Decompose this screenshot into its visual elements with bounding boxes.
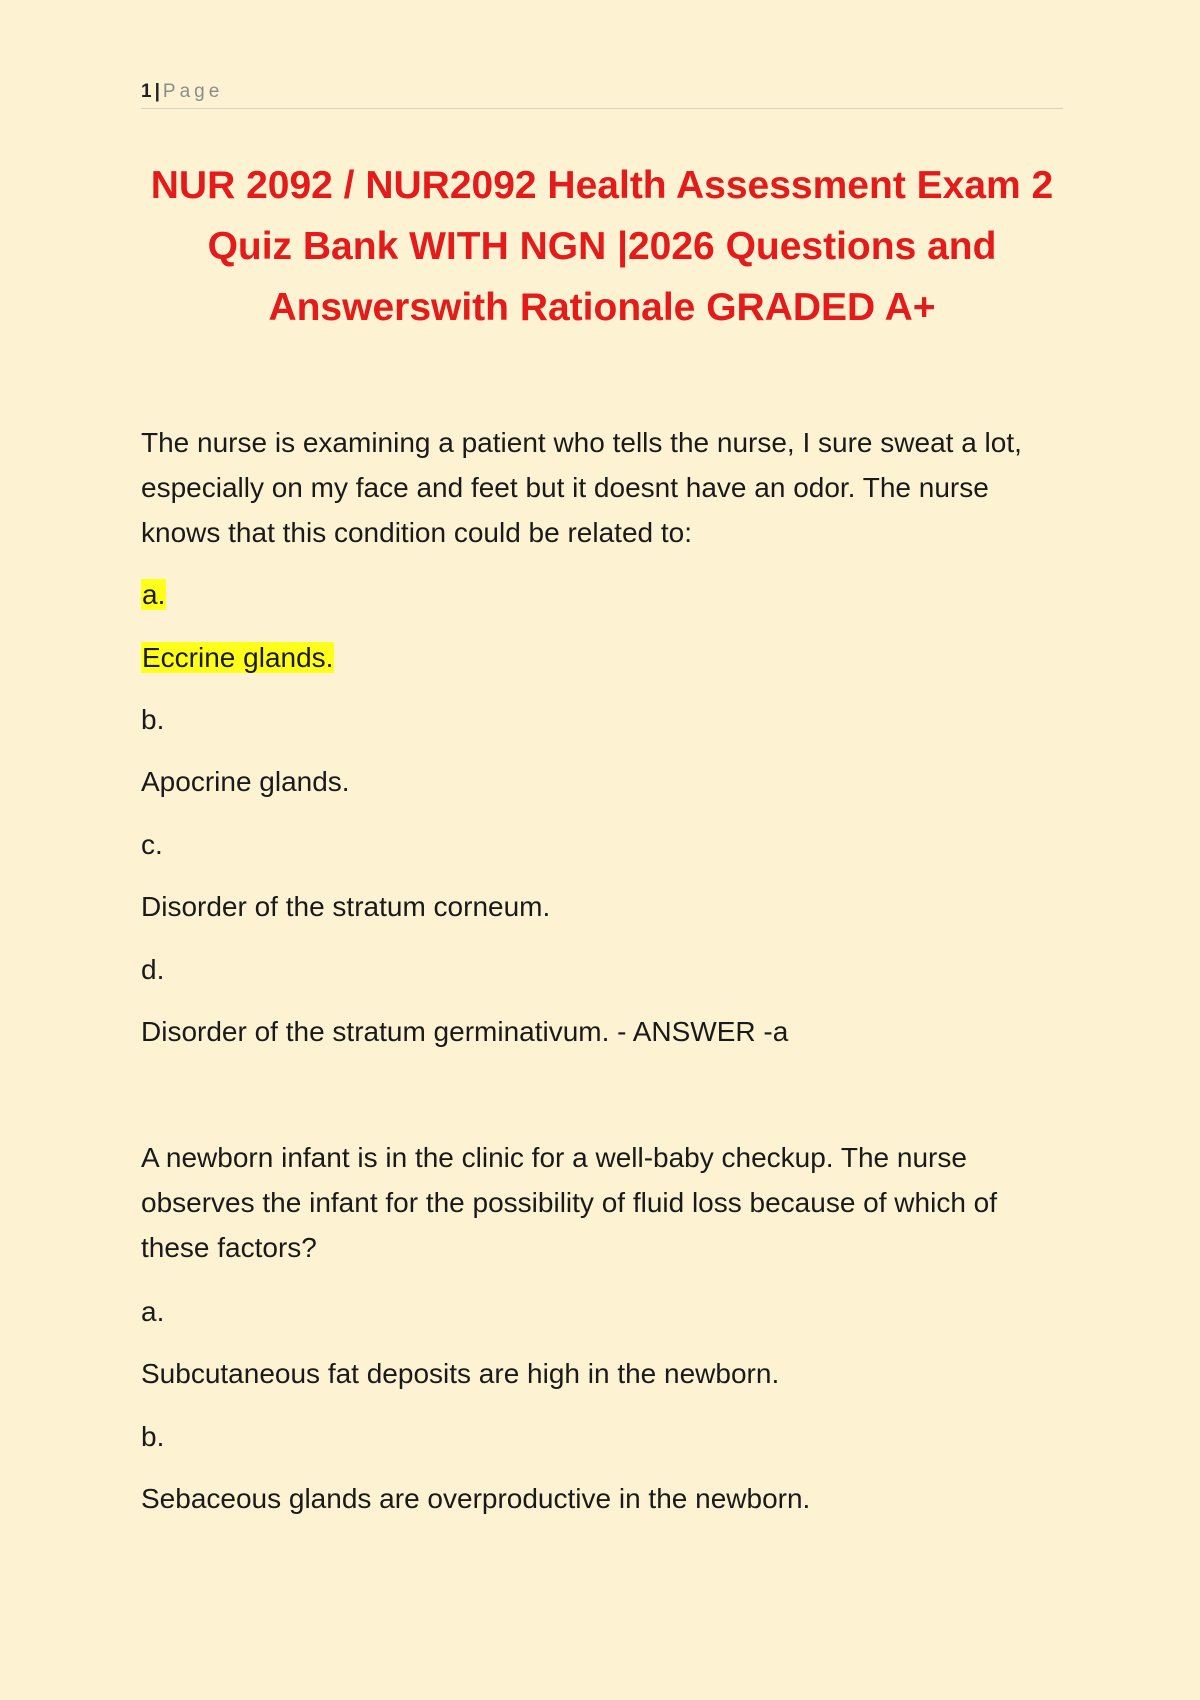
option-letter: a.: [141, 1296, 165, 1327]
option-letter: [141, 575, 166, 615]
page-separator: |: [154, 81, 160, 102]
option-letter: b.: [141, 704, 165, 735]
option-text: Subcutaneous fat deposits are high in the newborn.: [141, 1358, 780, 1389]
document-title: NUR 2092 / NUR2092 Health Assessment Exam 2 Quiz Bank WITH NGN |2026 Questions and Answerswith Rationale GRADED A+: [150, 164, 1054, 329]
question-stem: A newborn infant is in the clinic for a well-baby checkup. The nurse observes the infant for the possibility of fluid loss because of which of these factors?: [141, 1142, 998, 1263]
option-text: Disorder of the stratum germinativum. - ANSWER -a: [141, 1016, 789, 1047]
page-label: Page: [162, 81, 224, 102]
option-text: Apocrine glands.: [141, 766, 350, 797]
answer-highlight: a.: [142, 579, 166, 610]
option-letter: b.: [141, 1421, 165, 1452]
option-letter: d.: [141, 954, 165, 985]
page-number: 1: [141, 81, 152, 102]
option-text: Disorder of the stratum corneum.: [141, 891, 551, 922]
answer-highlight: Eccrine glands.: [142, 642, 334, 673]
page-header: [141, 78, 1063, 109]
option-text: [141, 638, 334, 678]
option-letter: c.: [141, 829, 163, 860]
option-text: Sebaceous glands are overproductive in the newborn.: [141, 1483, 811, 1514]
question-stem: The nurse is examining a patient who tells the nurse, I sure sweat a lot, especially on my face and feet but it doesnt have an odor. The nurse knows that this condition could be related to:: [141, 427, 1022, 548]
